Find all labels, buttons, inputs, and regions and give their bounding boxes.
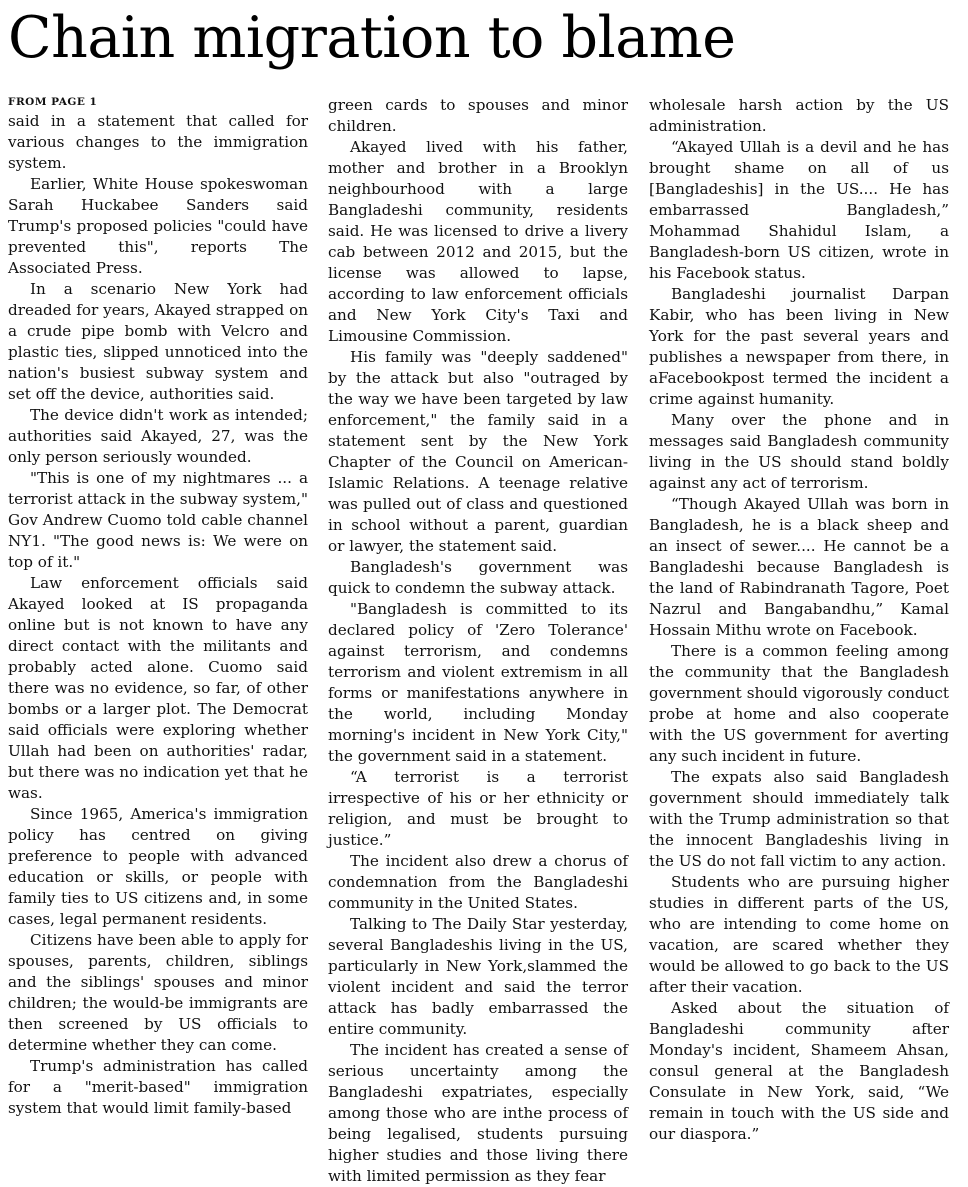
paragraph: Bangladesh's government was quick to condemn the subway attack. <box>328 558 628 597</box>
paragraph: Law enforcement officials said Akayed looked at IS propaganda online but is not known to have any direct contact with the militants and probably acted alone. Cuomo said there was no evidence, so far, of other bombs or a larger plot. The Democrat said officials were exploring whether Ullah had been on authorities' radar, but there was no indication yet that he was. <box>8 574 308 802</box>
column-1 <box>8 95 308 1119</box>
paragraph: "Bangladesh is committed to its declared policy of 'Zero Tolerance' against terrorism, and condemns terrorism and violent extremism in all forms or manifestations anywhere in the world, including Monday morning's incident in New York City," the government said in a statement. <box>328 600 628 765</box>
paragraph: green cards to spouses and minor children. <box>328 96 628 135</box>
paragraph: His family was "deeply saddened" by the attack but also "outraged by the way we have been targeted by law enforcement," the family said in a statement sent by the New York Chapter of the Council on American-Islamic Relations. A teenage relative was pulled out of class and questioned in school without a parent, guardian or lawyer, the statement said. <box>328 348 628 555</box>
paragraph: The incident also drew a chorus of condemnation from the Bangladeshi community in the United States. <box>328 852 628 912</box>
paragraph: Trump's administration has called for a "merit-based" immigration system that would limit family-based <box>8 1057 308 1117</box>
paragraph: Talking to The Daily Star yesterday, several Bangladeshis living in the US, particularly in New York,slammed the violent incident and said the terror attack has badly embarrassed the entire community. <box>328 915 628 1038</box>
paragraph: There is a common feeling among the community that the Bangladesh government should vigorously conduct probe at home and also cooperate with the US government for averting any such incident in future. <box>649 642 949 765</box>
headline: Chain migration to blame <box>8 5 736 71</box>
paragraph: wholesale harsh action by the US administration. <box>649 96 949 135</box>
paragraph: The device didn't work as intended; authorities said Akayed, 27, was the only person seriously wounded. <box>8 406 308 466</box>
paragraph: “Akayed Ullah is a devil and he has brought shame on all of us [Bangladeshis] in the US.... He has embarrassed Bangladesh,” Mohammad Shahidul Islam, a Bangladesh-born US citizen, wrote in his Facebook status. <box>649 138 949 282</box>
jump-label: FROM PAGE 1 <box>8 96 98 108</box>
paragraph: Asked about the situation of Bangladeshi community after Monday's incident, Shameem Ahsan, consul general at the Bangladesh Consulate in New York, said, “We remain in touch with the US side and our diaspora.” <box>649 999 949 1143</box>
paragraph: “Though Akayed Ullah was born in Bangladesh, he is a black sheep and an insect of sewer.... He cannot be a Bangladeshi because Bangladesh is the land of Rabindranath Tagore, Poet Nazrul and Bangabandhu,” Kamal Hossain Mithu wrote on Facebook. <box>649 495 949 639</box>
paragraph: “A terrorist is a terrorist irrespective of his or her ethnicity or religion, and must be brought to justice.” <box>328 768 628 849</box>
paragraph: Citizens have been able to apply for spouses, parents, children, siblings and the siblings' spouses and minor children; the would-be immigrants are then screened by US officials to determine whether they can come. <box>8 931 308 1054</box>
paragraph: Akayed lived with his father, mother and brother in a Brooklyn neighbourhood with a large Bangladeshi community, residents said. He was licensed to drive a livery cab between 2012 and 2015, but the license was allowed to lapse, according to law enforcement officials and New York City's Taxi and Limousine Commission. <box>328 138 628 345</box>
paragraph: Bangladeshi journalist Darpan Kabir, who has been living in New York for the past several years and publishes a newspaper from there, in aFacebookpost termed the incident a crime against humanity. <box>649 285 949 408</box>
paragraph: In a scenario New York had dreaded for years, Akayed strapped on a crude pipe bomb with Velcro and plastic ties, slipped unnoticed into the nation's busiest subway system and set off the device, authorities said. <box>8 280 308 403</box>
column-3 <box>649 95 949 1145</box>
paragraph: Many over the phone and in messages said Bangladesh community living in the US should stand boldly against any act of terrorism. <box>649 411 949 492</box>
paragraph: Since 1965, America's immigration policy has centred on giving preference to people with advanced education or skills, or people with family ties to US citizens and, in some cases, legal permanent residents. <box>8 805 308 928</box>
paragraph: "This is one of my nightmares ... a terrorist attack in the subway system," Gov Andrew Cuomo told cable channel NY1. "The good news is: We were on top of it." <box>8 469 308 571</box>
paragraph: Earlier, White House spokeswoman Sarah Huckabee Sanders said Trump's proposed policies "could have prevented this", reports The Associated Press. <box>8 175 308 277</box>
column-2 <box>328 95 628 1187</box>
paragraph: The incident has created a sense of serious uncertainty among the Bangladeshi expatriates, especially among those who are inthe process of being legalised, students pursuing higher studies and those living there with limited permission as they fear <box>328 1041 628 1185</box>
paragraph: said in a statement that called for various changes to the immigration system. <box>8 112 308 172</box>
paragraph: The expats also said Bangladesh government should immediately talk with the Trump administration so that the innocent Bangladeshis living in the US do not fall victim to any action. <box>649 768 949 870</box>
paragraph: Students who are pursuing higher studies in different parts of the US, who are intending to come home on vacation, are scared whether they would be allowed to go back to the US after their vacation. <box>649 873 949 996</box>
